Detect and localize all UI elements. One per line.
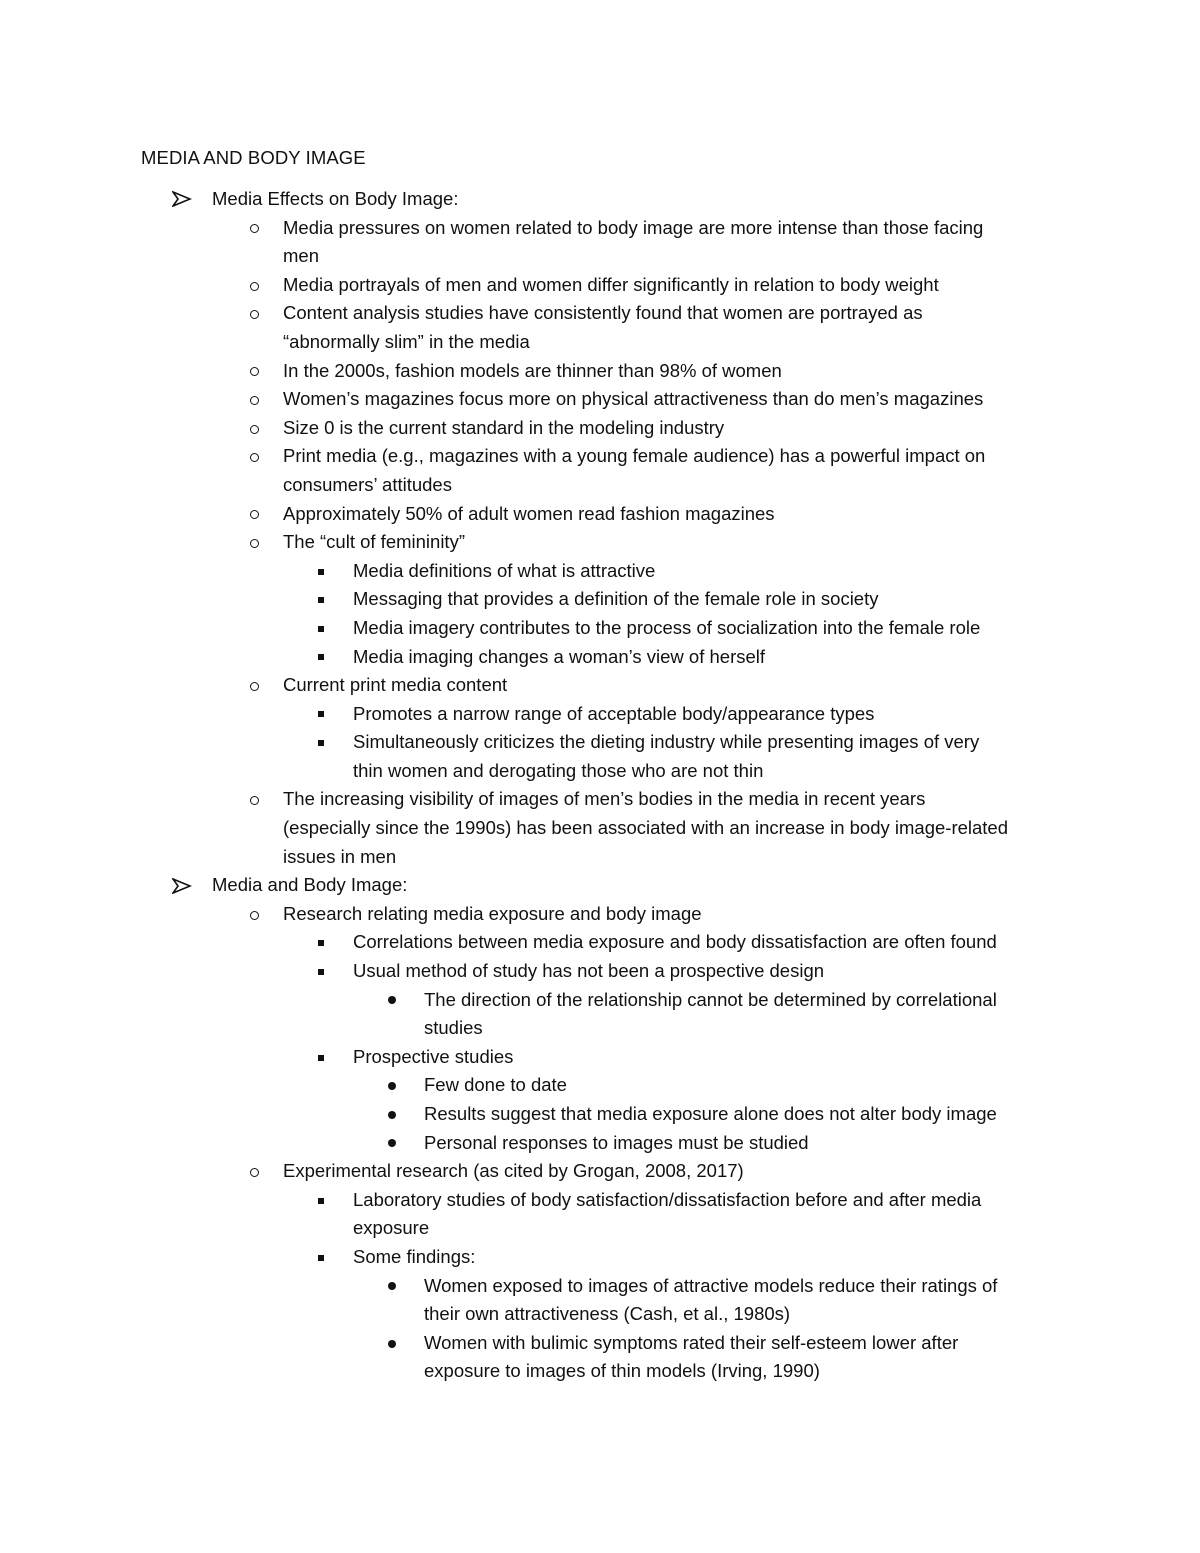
item-text-line: Simultaneously criticizes the dieting industry while presenting images of very	[353, 731, 980, 753]
item-text-line: (especially since the 1990s) has been associated with an increase in body image-related	[283, 817, 1009, 839]
item-text-line: Few done to date	[424, 1074, 567, 1096]
square-icon	[318, 928, 324, 957]
circle-bullet-icon	[250, 224, 259, 233]
page-title: MEDIA AND BODY IMAGE	[141, 147, 366, 168]
item-text-line: Media Effects on Body Image:	[212, 188, 459, 209]
outline-sub-sub-item	[0, 585, 1200, 614]
dot-bullet-icon	[388, 1282, 396, 1290]
circle-bullet-icon	[250, 453, 259, 462]
outline-top-level-item	[0, 871, 1200, 900]
outline-sub-sub-sub-item	[0, 1329, 1200, 1386]
circle-bullet-icon	[250, 796, 259, 805]
item-text-line: Current print media content	[283, 674, 508, 696]
square-icon	[318, 585, 324, 614]
outline-sub-item	[0, 214, 1200, 271]
circle-icon	[250, 385, 259, 414]
circle-icon	[250, 900, 259, 929]
item-text-line: Media portrayals of men and women differ significantly in relation to body weight	[283, 273, 939, 295]
circle-icon	[250, 500, 259, 529]
outline-top-level-item	[0, 185, 1200, 214]
dot-bullet-icon	[388, 1082, 396, 1090]
item-text-line: Personal responses to images must be studied	[424, 1131, 809, 1153]
item-text-line: Media imagery contributes to the process of socialization into the female role	[353, 616, 981, 638]
square-bullet-icon	[318, 654, 324, 660]
dot-icon	[388, 1071, 396, 1100]
item-text-line: Correlations between media exposure and body dissatisfaction are often found	[353, 931, 997, 953]
circle-bullet-icon	[250, 367, 259, 376]
item-text-line: thin women and derogating those who are not thin	[353, 759, 764, 781]
outline-sub-sub-item	[0, 643, 1200, 672]
circle-bullet-icon	[250, 510, 259, 519]
square-icon	[318, 557, 324, 586]
circle-bullet-icon	[250, 539, 259, 548]
circle-bullet-icon	[250, 310, 259, 319]
outline-sub-sub-item	[0, 957, 1200, 986]
item-text-line: Media pressures on women related to body image are more intense than those facing	[283, 216, 984, 238]
outline-sub-item	[0, 442, 1200, 499]
item-text-line: Usual method of study has not been a prospective design	[353, 960, 825, 982]
item-text-line: men	[283, 245, 319, 267]
item-text-line: In the 2000s, fashion models are thinner than 98% of women	[283, 359, 782, 381]
outline-sub-item	[0, 1157, 1200, 1186]
circle-bullet-icon	[250, 911, 259, 920]
dot-bullet-icon	[388, 1139, 396, 1147]
outline-sub-item	[0, 671, 1200, 700]
square-bullet-icon	[318, 569, 324, 575]
item-text-line: issues in men	[283, 845, 397, 867]
outline-sub-sub-item	[0, 928, 1200, 957]
outline-sub-item	[0, 357, 1200, 386]
outline-sub-item	[0, 271, 1200, 300]
outline-sub-sub-sub-item	[0, 1071, 1200, 1100]
item-text-line: Size 0 is the current standard in the modeling industry	[283, 416, 725, 438]
item-text-line: Experimental research (as cited by Grogan, 2008, 2017)	[283, 1160, 744, 1182]
square-bullet-icon	[318, 1055, 324, 1061]
item-text-line: The “cult of femininity”	[283, 531, 465, 553]
square-icon	[318, 700, 324, 729]
outline-sub-sub-item	[0, 1043, 1200, 1072]
outline-sub-item	[0, 500, 1200, 529]
circle-bullet-icon	[250, 1168, 259, 1177]
circle-bullet-icon	[250, 682, 259, 691]
item-text-line: exposure	[353, 1217, 430, 1239]
circle-bullet-icon	[250, 282, 259, 291]
circle-icon	[250, 414, 259, 443]
arrow-bullet-icon	[172, 878, 192, 894]
square-bullet-icon	[318, 1255, 324, 1261]
item-text-line: Women exposed to images of attractive models reduce their ratings of	[424, 1274, 998, 1296]
dot-bullet-icon	[388, 996, 396, 1004]
square-bullet-icon	[318, 940, 324, 946]
item-text-line: studies	[424, 1017, 483, 1039]
dot-icon	[388, 986, 396, 1015]
circle-icon	[250, 785, 259, 814]
square-bullet-icon	[318, 1198, 324, 1204]
dot-icon	[388, 1129, 396, 1158]
dot-icon	[388, 1329, 396, 1358]
square-bullet-icon	[318, 969, 324, 975]
square-bullet-icon	[318, 597, 324, 603]
dot-bullet-icon	[388, 1111, 396, 1119]
outline-sub-sub-sub-item	[0, 1100, 1200, 1129]
item-text-line: “abnormally slim” in the media	[283, 330, 530, 352]
item-text-line: Media definitions of what is attractive	[353, 559, 656, 581]
square-icon	[318, 728, 324, 757]
square-icon	[318, 1043, 324, 1072]
dot-icon	[388, 1272, 396, 1301]
dot-icon	[388, 1100, 396, 1129]
item-text-line: Approximately 50% of adult women read fashion magazines	[283, 502, 775, 524]
item-text-line: Media and Body Image:	[212, 874, 408, 896]
square-icon	[318, 1243, 324, 1272]
arrow-icon	[172, 871, 192, 900]
circle-icon	[250, 1157, 259, 1186]
item-text-line: The direction of the relationship cannot be determined by correlational	[424, 988, 997, 1010]
square-bullet-icon	[318, 711, 324, 717]
circle-icon	[250, 528, 259, 557]
dot-bullet-icon	[388, 1340, 396, 1348]
item-text-line: Prospective studies	[353, 1045, 514, 1067]
item-text-line: their own attractiveness (Cash, et al., 1980s)	[424, 1303, 791, 1325]
square-icon	[318, 614, 324, 643]
item-text-line: Laboratory studies of body satisfaction/dissatisfaction before and after media	[353, 1188, 982, 1210]
item-text-line: Promotes a narrow range of acceptable body/appearance types	[353, 702, 875, 724]
circle-icon	[250, 357, 259, 386]
outline-sub-sub-sub-item	[0, 986, 1200, 1043]
item-text-line: Women’s magazines focus more on physical attractiveness than do men’s magazines	[283, 388, 984, 410]
outline-sub-item	[0, 414, 1200, 443]
outline-sub-sub-item	[0, 728, 1200, 785]
circle-icon	[250, 671, 259, 700]
square-icon	[318, 643, 324, 672]
item-text-line: Messaging that provides a definition of the female role in society	[353, 588, 879, 610]
outline-sub-sub-item	[0, 1243, 1200, 1272]
square-bullet-icon	[318, 626, 324, 632]
circle-bullet-icon	[250, 396, 259, 405]
square-icon	[318, 957, 324, 986]
outline-sub-sub-item	[0, 1186, 1200, 1243]
item-text-line: Content analysis studies have consistently found that women are portrayed as	[283, 302, 923, 324]
circle-icon	[250, 271, 259, 300]
outline-sub-item	[0, 785, 1200, 871]
outline-sub-sub-sub-item	[0, 1272, 1200, 1329]
circle-icon	[250, 299, 259, 328]
outline-sub-item	[0, 900, 1200, 929]
outline-sub-sub-item	[0, 700, 1200, 729]
item-text-line: exposure to images of thin models (Irving, 1990)	[424, 1360, 820, 1382]
square-bullet-icon	[318, 740, 324, 746]
bullet-outline	[0, 185, 1200, 1386]
outline-sub-item	[0, 528, 1200, 557]
outline-sub-sub-item	[0, 614, 1200, 643]
circle-icon	[250, 442, 259, 471]
outline-sub-sub-sub-item	[0, 1129, 1200, 1158]
item-text-line: Results suggest that media exposure alone does not alter body image	[424, 1103, 997, 1124]
item-text-line: Media imaging changes a woman’s view of herself	[353, 645, 766, 667]
item-text-line: Women with bulimic symptoms rated their self-esteem lower after	[424, 1331, 959, 1353]
arrow-icon	[172, 185, 192, 214]
outline-sub-item	[0, 385, 1200, 414]
item-text-line: Print media (e.g., magazines with a young female audience) has a powerful impact on	[283, 445, 986, 467]
item-text-line: Some findings:	[353, 1245, 476, 1267]
outline-sub-sub-item	[0, 557, 1200, 586]
square-icon	[318, 1186, 324, 1215]
item-text-line: consumers’ attitudes	[283, 473, 452, 495]
circle-bullet-icon	[250, 425, 259, 434]
outline-sub-item	[0, 299, 1200, 356]
item-text-line: Research relating media exposure and body image	[283, 902, 702, 924]
circle-icon	[250, 214, 259, 243]
arrow-bullet-icon	[172, 191, 192, 207]
item-text-line: The increasing visibility of images of men’s bodies in the media in recent years	[283, 788, 926, 810]
